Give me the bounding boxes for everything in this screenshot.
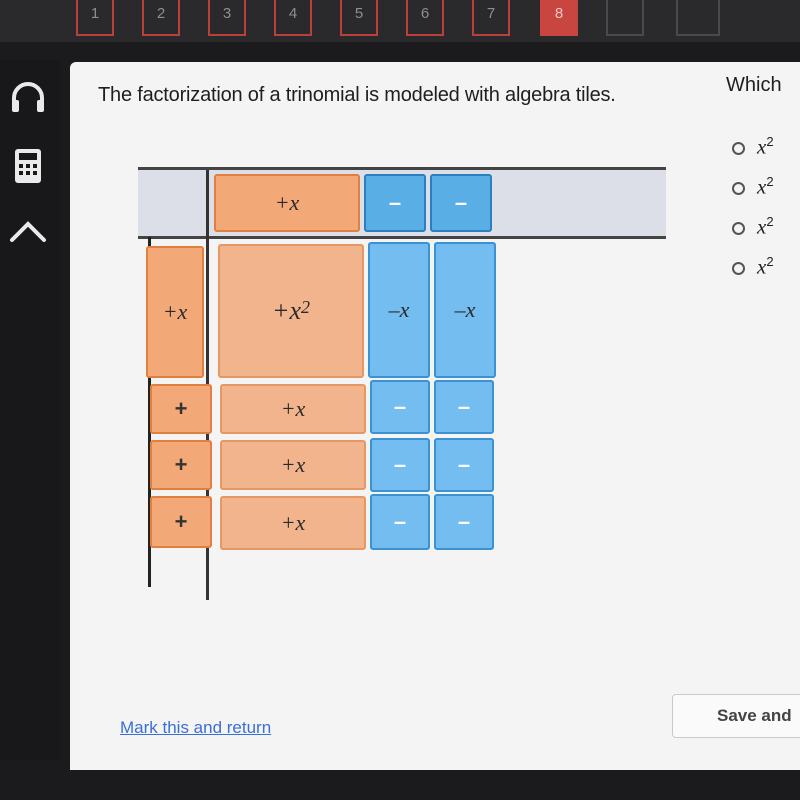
question-7-button[interactable]: 7	[472, 0, 510, 36]
tile-row3-neg-a: –	[370, 494, 430, 550]
radio-button[interactable]	[732, 222, 745, 235]
tile-neg-x-b: –x	[434, 242, 496, 378]
tile-row2-neg-b: –	[434, 438, 494, 492]
headphones-icon[interactable]	[6, 74, 50, 118]
radio-button[interactable]	[732, 142, 745, 155]
answer-option-2[interactable]: $x^2$	[732, 174, 774, 199]
question-9-button[interactable]	[606, 0, 644, 36]
tile-neg-x-a: –x	[368, 242, 430, 378]
tile-row1-neg-b: –	[434, 380, 494, 434]
tile-left-x: +x	[146, 246, 204, 378]
tile-row3-neg-b: –	[434, 494, 494, 550]
answer-prompt: Which	[726, 74, 782, 96]
question-3-button[interactable]: 3	[208, 0, 246, 36]
question-2-button[interactable]: 2	[142, 0, 180, 36]
answer-option-4[interactable]: $x^2$	[732, 254, 774, 279]
question-10-button[interactable]	[676, 0, 720, 36]
tile-top-neg-1a: –	[364, 174, 426, 232]
tile-left-pos-1b: +	[150, 440, 212, 490]
tile-row3-x: +x	[220, 496, 366, 550]
save-and-exit-button[interactable]: Save and	[672, 694, 800, 738]
tile-row2-neg-a: –	[370, 438, 430, 492]
question-8-button[interactable]: 8	[540, 0, 578, 36]
question-5-button[interactable]: 5	[340, 0, 378, 36]
answer-option-1[interactable]: $x^2$	[732, 134, 774, 159]
question-1-button[interactable]: 1	[76, 0, 114, 36]
question-page	[70, 62, 800, 770]
radio-button[interactable]	[732, 182, 745, 195]
arrow-up-icon[interactable]	[6, 210, 50, 254]
question-navigation	[0, 0, 800, 42]
tile-left-pos-1c: +	[150, 496, 212, 548]
mark-and-return-link[interactable]: Mark this and return	[120, 718, 272, 737]
radio-button[interactable]	[732, 262, 745, 275]
tile-row1-x: +x	[220, 384, 366, 434]
tile-row2-x: +x	[220, 440, 366, 490]
tile-top-x: +x	[214, 174, 360, 232]
tile-left-pos-1a: +	[150, 384, 212, 434]
calculator-icon[interactable]	[6, 144, 50, 188]
answer-option-3[interactable]: $x^2$	[732, 214, 774, 239]
tile-x-squared: +x $^2$	[218, 244, 364, 378]
question-4-button[interactable]: 4	[274, 0, 312, 36]
tile-top-neg-1b: –	[430, 174, 492, 232]
tile-row1-neg-a: –	[370, 380, 430, 434]
question-text: The factorization of a trinomial is modeled with algebra tiles.	[98, 84, 616, 106]
tool-sidebar	[0, 60, 60, 760]
question-6-button[interactable]: 6	[406, 0, 444, 36]
